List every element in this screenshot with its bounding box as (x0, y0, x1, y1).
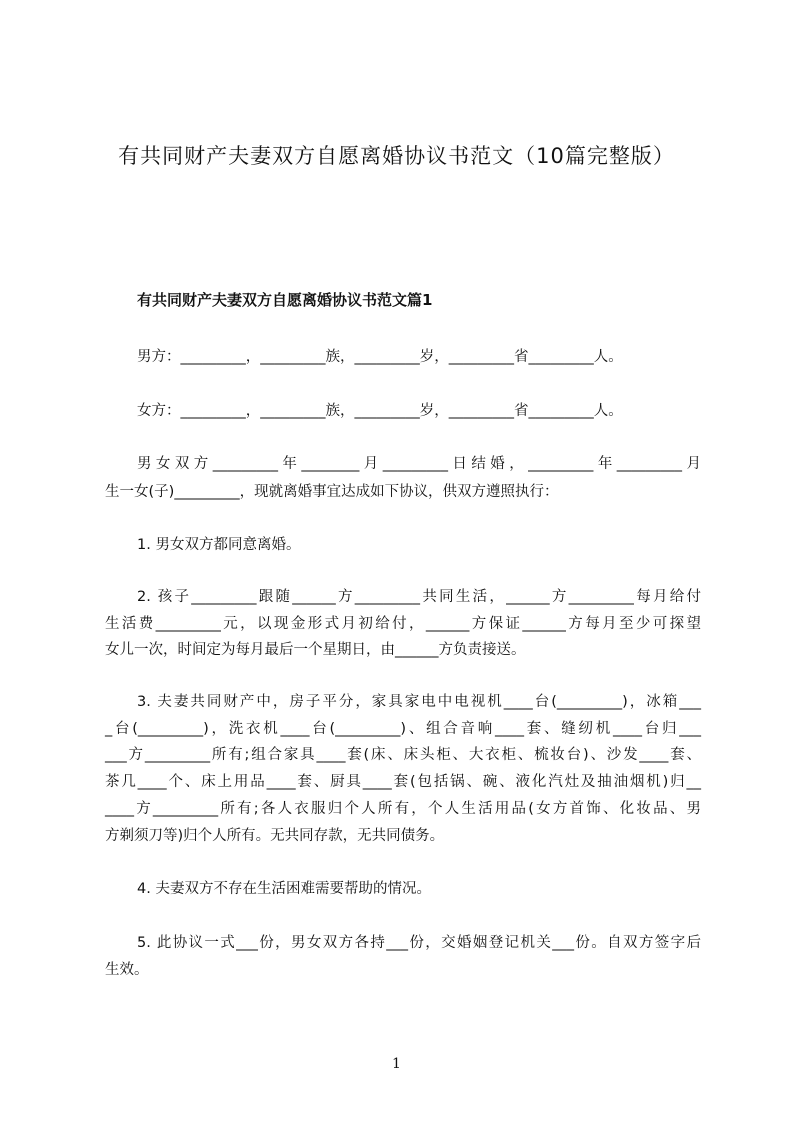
item-5-line-1: 5. 此协议一式___份，男女双方各持___份，交婚姻登记机关___份。自双方签字后 (137, 935, 701, 951)
intro-line-2: 生一女(子)_________，现就离婚事宜达成如下协议，供双方遵照执行： (105, 484, 559, 500)
item-2-line-1: 2. 孩子_________跟随______方_________共同生活，______方_________每月给付 (137, 589, 701, 605)
man-info-line: 男方：_________，_________族，_________岁，_________省_________人。 (137, 349, 623, 365)
item-3-line-1: 3. 夫妻共同财产中，房子平分，家具家电中电视机____台(_________)，冰箱___ (137, 694, 701, 710)
item-3-line-5: ____方_________所有;各人衣服归个人所有，个人生活用品(女方首饰、化妆品、男 (105, 801, 701, 817)
section-title: 有共同财产夫妻双方自愿离婚协议书范文篇1 (137, 291, 433, 309)
item-3-line-3: ___方_________所有;组合家具____套(床、床头柜、大衣柜、梳妆台)、沙发____套、 (105, 747, 701, 763)
item-2-line-3: 女儿一次，时间定为每月最后一个星期日，由______方负责接送。 (105, 642, 526, 658)
item-5-line-2: 生效。 (105, 962, 149, 978)
item-3-line-4: 茶几____个、床上用品____套、厨具____套(包括锅、碗、液化汽灶及抽油烟机)归__ (105, 774, 701, 790)
page-number: 1 (392, 1056, 401, 1072)
document-title: 有共同财产夫妻双方自愿离婚协议书范文（10篇完整版） (118, 144, 675, 168)
item-1-line: 1. 男女双方都同意离婚。 (137, 537, 301, 553)
item-4-line: 4. 夫妻双方不存在生活困难需要帮助的情况。 (137, 881, 431, 897)
intro-line-1: 男女双方_________年________月_________日结婚，_________年_________月 (137, 456, 701, 472)
item-3-line-2: _台(_________)，洗衣机____台(_________)、组合音响____套、缝纫机____台归___ (105, 721, 701, 737)
woman-info-line: 女方：_________，_________族，_________岁，_________省_________人。 (137, 403, 623, 419)
item-3-line-6: 方剃须刀等)归个人所有。无共同存款，无共同债务。 (105, 828, 445, 844)
item-2-line-2: 生活费_________元，以现金形式月初给付，______方保证______方每月至少可探望 (105, 616, 701, 632)
